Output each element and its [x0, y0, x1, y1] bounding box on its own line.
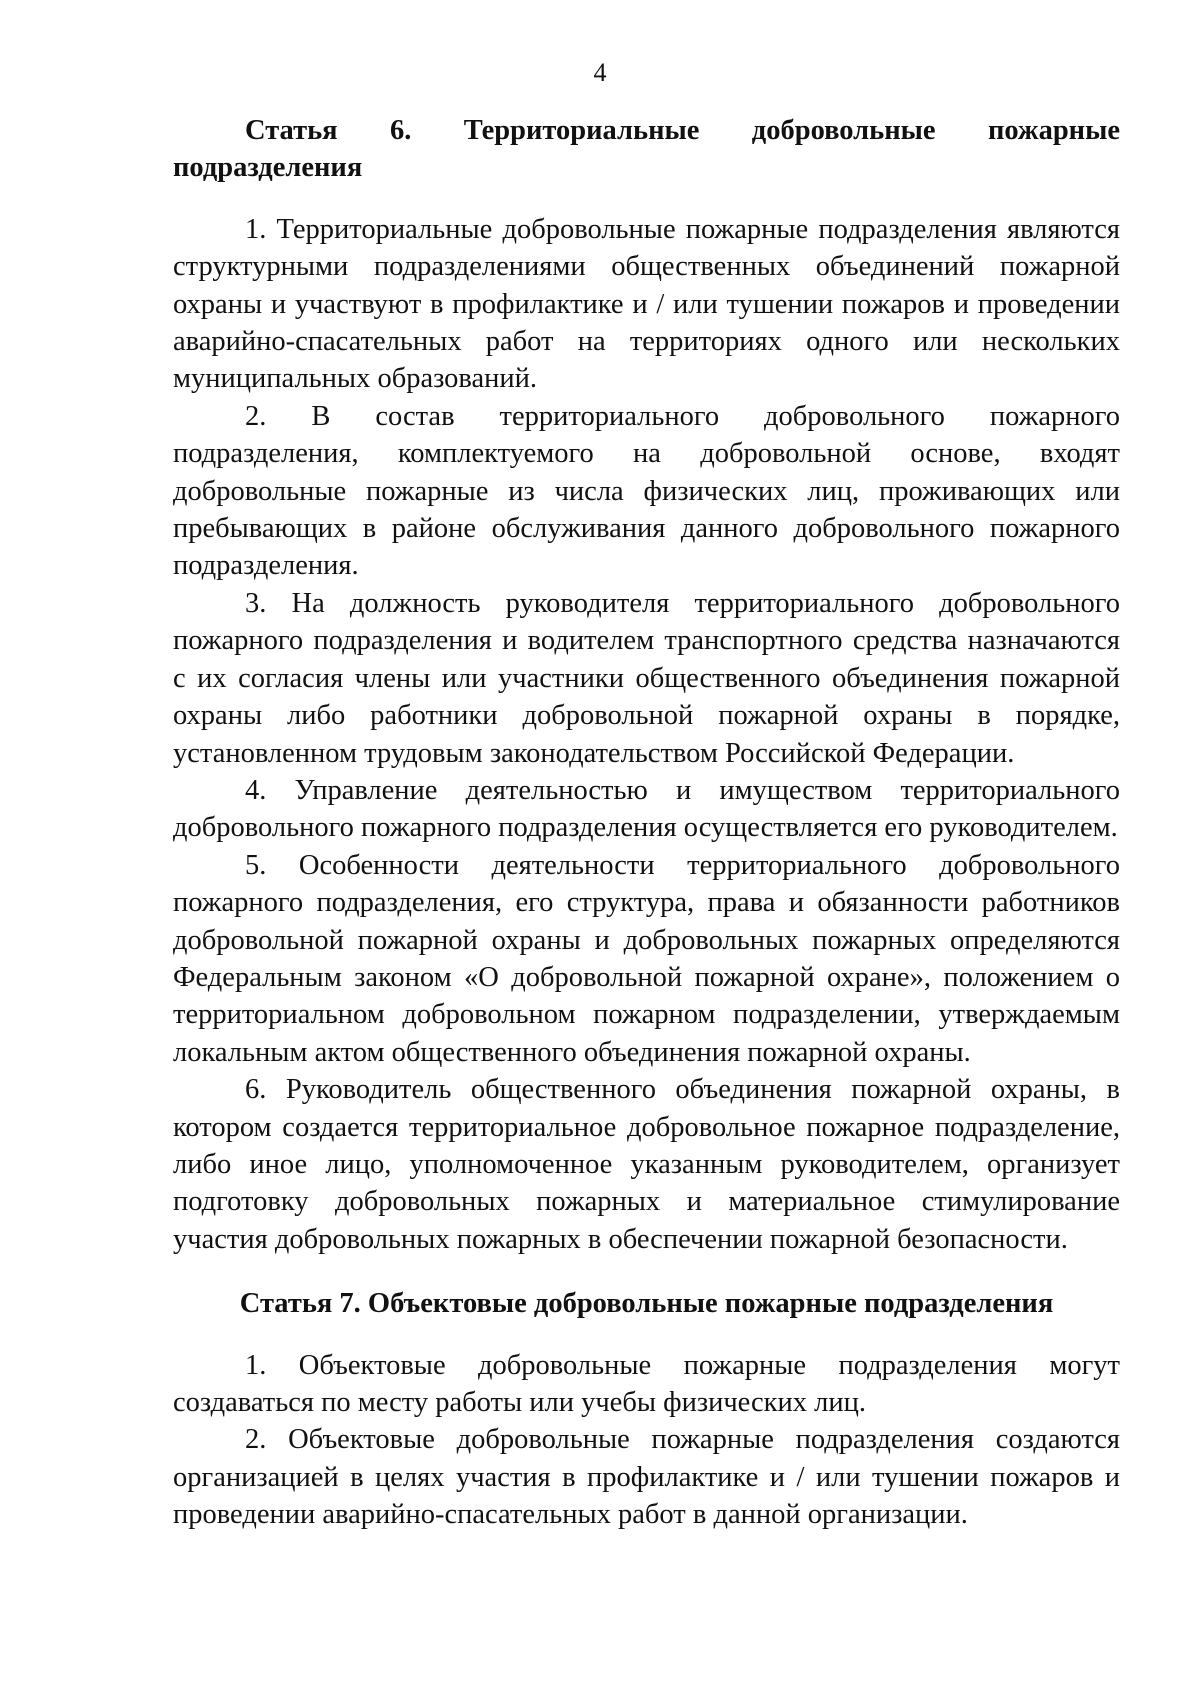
document-body [173, 112, 1120, 1534]
article-6-paragraph-6: 6. Руководитель общественного объединения пожарной охраны, в котором создается территориальное добровольное пожарное подразделение, либо иное лицо, уполномоченное указанным руководителем, организует подготовку добровольных пожарных и материальное стимулирование участия добровольных пожарных в обеспечении пожарной безопасности. [173, 1074, 1120, 1255]
article-6-paragraph-2: 2. В состав территориального добровольного пожарного подразделения, комплектуемого на добровольной основе, входят добровольные пожарные из числа физических лиц, проживающих или пребывающих в районе обслуживания данного добровольного пожарного подразделения. [173, 400, 1120, 582]
article-6-paragraph-1: 1. Территориальные добровольные пожарные подразделения являются структурными подразделениями общественных объединений пожарной охраны и участвуют в профилактике и / или тушении пожаров и проведении аварийно-спасательных работ на территориях одного или нескольких муниципальных образований. [173, 213, 1120, 395]
article-7-paragraph-2: 2. Объектовые добровольные пожарные подразделения создаются организацией в целях участия в профилактике и / или тушении пожаров и проведении аварийно-спасательных работ в данной организации. [173, 1424, 1120, 1531]
article-7 [173, 1285, 1120, 1533]
article-6-paragraph-5: 5. Особенности деятельности территориального добровольного пожарного подразделения, его структура, права и обязанности работников добровольной пожарной охраны и добровольных пожарных определяются Федеральным законом «О добровольной пожарной охране», положением о территориальном добровольном пожарном подразделении, утверждаемым локальным актом общественного объединения пожарной охраны. [173, 849, 1120, 1068]
article-7-heading: Статья 7. Объектовые добровольные пожарные подразделения [239, 1288, 1054, 1320]
page-number: 4 [593, 58, 607, 87]
article-6 [173, 112, 1120, 1258]
article-6-paragraph-4: 4. Управление деятельностью и имуществом территориального добровольного пожарного подразделения осуществляется его руководителем. [173, 774, 1120, 844]
article-6-paragraph-3: 3. На должность руководителя территориального добровольного пожарного подразделения и водителем транспортного средства назначаются с их согласия члены или участники общественного объединения пожарной охраны либо работники добровольной пожарной охраны в порядке, установленном трудовым законодательством Российской Федерации. [173, 587, 1120, 769]
article-7-paragraph-1: 1. Объектовые добровольные пожарные подразделения могут создаваться по месту работы или учебы физических лиц. [173, 1349, 1120, 1418]
article-6-heading: Статья 6. Территориальные добровольные пожарные подразделения [173, 115, 1120, 184]
